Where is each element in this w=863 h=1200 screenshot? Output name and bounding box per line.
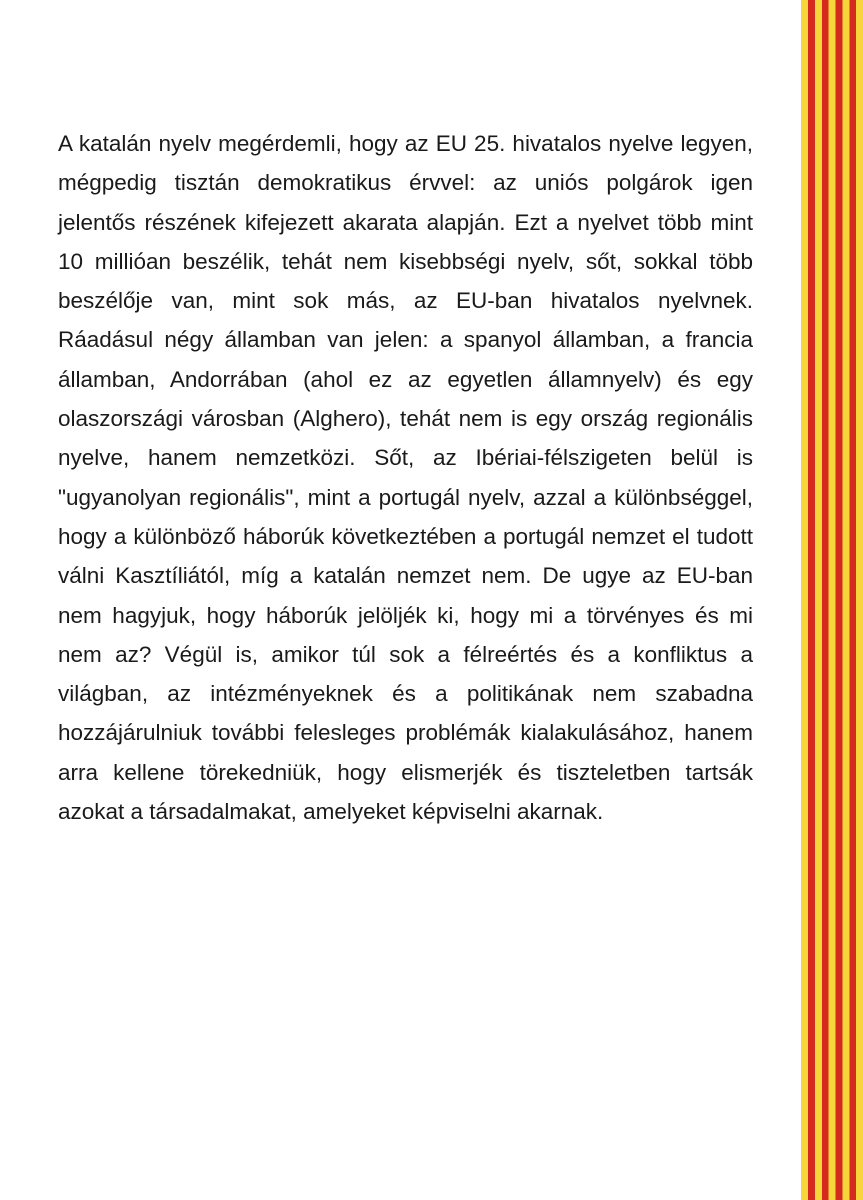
body-paragraph: A katalán nyelv megérdemli, hogy az EU 25. hivatalos nyelve legyen, mégpedig tisztán demokratikus érvvel: az uniós polgárok igen jelentős részének kifejezett akarata alapján. Ezt a nyelvet több mint 10 millióan beszélik, tehát nem kisebbségi nyelv, sőt, sokkal több beszélője van, mint sok más, az EU-ban hivatalos nyelvnek. Ráadásul négy államban van jelen: a spanyol államban, a francia államban, Andorrában (ahol ez az egyetlen államnyelv) és egy olaszországi városban (Alghero), tehát nem is egy ország regionális nyelve, hanem nemzetközi. Sőt, az Ibériai-félszigeten belül is "ugyanolyan regionális", mint a portugál nyelv, azzal a különbséggel, hogy a különböző háborúk következtében a portugál nemzet el tudott válni Kasztíliától, míg a katalán nemzet nem. De ugye az EU-ban nem hagyjuk, hogy háborúk jelöljék ki, hogy mi a törvényes és mi nem az? Végül is, amikor túl sok a félreértés és a konfliktus a világban, az intézményeknek és a politikának nem szabadna hozzájárulniuk további felesleges problémák kialakulásához, hanem arra kellene törekedniük, hogy elismerjék és tiszteletben tartsák azokat a társadalmakat, amelyeket képviselni akarnak.: [58, 131, 753, 825]
catalan-flag-stripes: [801, 0, 863, 1200]
